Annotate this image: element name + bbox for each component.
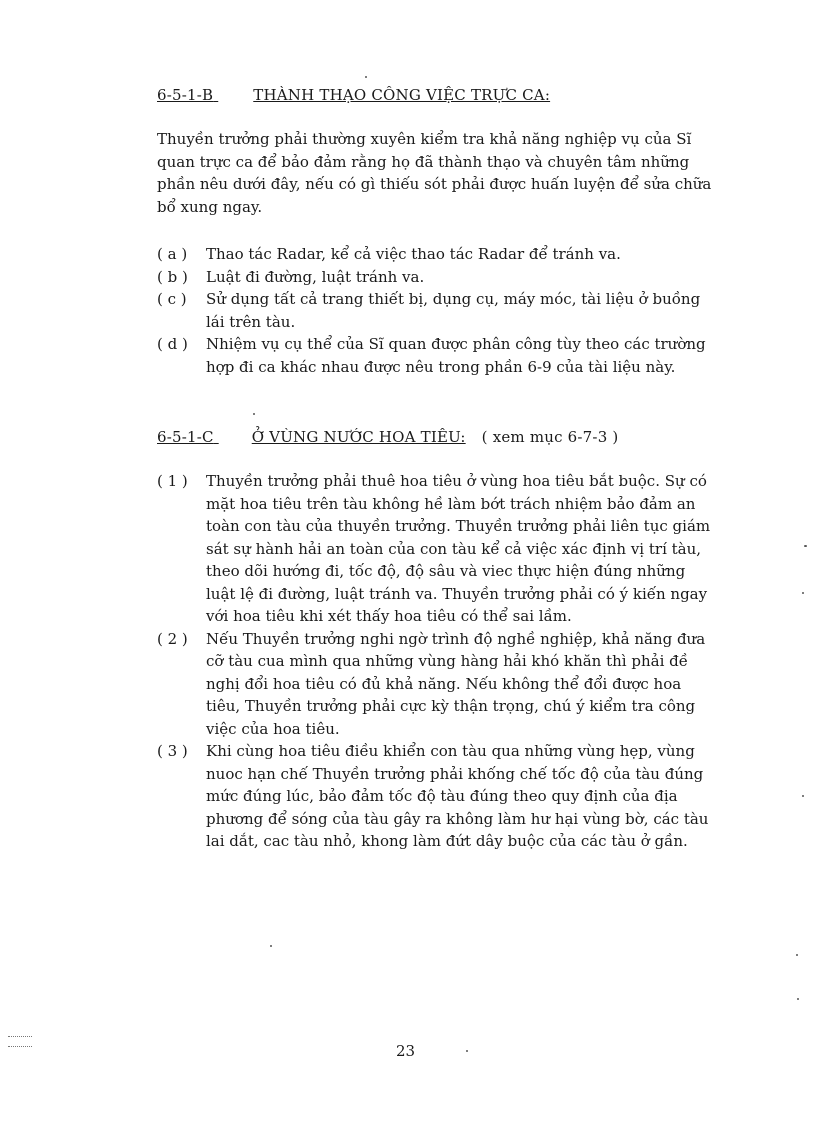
section-code: 6-5-1-C [157,428,214,446]
page-number: 23 [396,1042,416,1060]
scan-speck [802,795,804,797]
margin-mark [8,1046,32,1048]
section-title: Ở VÙNG NƯỚC HOA TIÊU: [251,428,466,446]
scan-speck [796,954,798,956]
scan-speck [797,998,799,1000]
list-item-text: Luật đi đường, luật tránh va. [206,267,425,286]
list-item [157,740,717,853]
scan-speck [466,1050,468,1052]
duty-skills-list [157,243,717,378]
list-item [157,628,717,741]
heading-underline-gap [213,86,253,104]
list-item-text: Khi cùng hoa tiêu điều khiển con tàu qua những vùng hẹp, vùng nuoc hạn chế Thuyền trưởng phải khống chế tốc độ của tàu đúng mức đúng lúc, bảo đảm tốc độ tàu đúng theo quy định của địa phương để sóng của tàu gây ra không làm hư hại vùng bờ, các tàu lai dắt, cac tàu nhỏ, khong làm đứt dây buộc của các tàu ở gần. [206,742,709,850]
list-item-text: Sử dụng tất cả trang thiết bị, dụng cụ, máy móc, tài liệu ở buồng lái trên tàu. [206,290,701,331]
list-item [157,470,717,628]
section-reference: ( xem mục 6-7-3 ) [481,428,619,446]
list-marker: ( 1 ) [157,472,188,490]
section-title: THÀNH THẠO CÔNG VIỆC TRỰC CA: [253,86,551,104]
list-item [157,288,717,333]
list-marker: ( a ) [157,245,188,263]
scan-speck [802,592,804,594]
margin-mark [8,1036,32,1038]
list-marker: ( c ) [157,290,187,308]
list-marker: ( d ) [157,335,188,353]
list-marker: ( 2 ) [157,629,188,648]
section-heading-6-5-1-c [157,428,618,446]
scan-speck [804,545,807,547]
list-item-text: Thuyền trưởng phải thuê hoa tiêu ở vùng hoa tiêu bắt buộc. Sự có mặt hoa tiêu trên tàu không hề làm bớt trách nhiệm bảo đảm an toàn con tàu của thuyền trưởng. Thuyền trưởng phải liên tục giám sát sự hành hải an toàn của con tàu kể cả việc xác định vị trí tàu, theo dõi hướng đi, tốc độ, độ sâu và viec thực hiện đúng những luật lệ đi đường, luật tránh va. Thuyền trưởng phải có ý kiến ngay với hoa tiêu khi xét thấy hoa tiêu có thể sai lầm. [206,472,711,625]
list-item-text: Nhiệm vụ cụ thể của Sĩ quan được phân công tùy theo các trường hợp đi ca khác nhau được nêu trong phần 6-9 của tài liệu này. [206,335,706,376]
pilot-waters-list [157,470,717,853]
list-marker: ( b ) [157,267,188,286]
list-item-text: Thao tác Radar, kể cả việc thao tác Radar để tránh va. [206,245,621,263]
list-item-text: Nếu Thuyền trưởng nghi ngờ trình độ nghề nghiệp, khả năng đưa cỡ tàu cua mình qua những vùng hàng hải khó khăn thì phải đề nghị đổi hoa tiêu có đủ khả năng. Nếu không thể đổi được hoa tiêu, Thuyền trưởng phải cực kỳ thận trọng, chú ý kiểm tra công việc của hoa tiêu. [206,629,706,738]
list-marker: ( 3 ) [157,742,188,760]
section-code: 6-5-1-B [157,86,214,104]
section-heading-6-5-1-b [157,86,550,104]
list-item [157,243,717,266]
scan-speck [253,413,255,415]
scan-speck [365,76,367,78]
intro-paragraph: Thuyền trưởng phải thường xuyên kiểm tra khả năng nghiệp vụ của Sĩ quan trực ca để bảo đảm rằng họ đã thành thạo và chuyên tâm những phần nêu dưới đây, nếu có gì thiếu sót phải được huấn luyện để sửa chữa bổ xung ngay. [157,130,712,216]
list-item [157,333,717,378]
scan-speck [270,945,272,947]
heading-underline-gap [214,428,252,446]
list-item [157,266,717,289]
